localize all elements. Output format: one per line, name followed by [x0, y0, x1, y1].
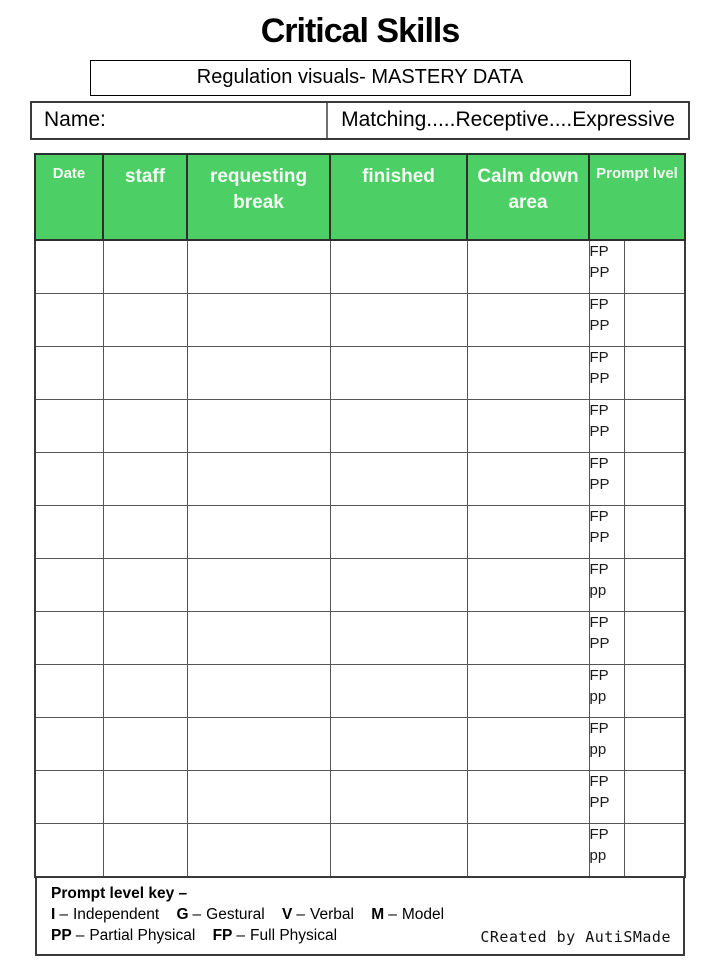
prompt-pp-label: pp	[589, 688, 607, 706]
date-cell	[35, 400, 103, 453]
prompt-pp-label: PP	[589, 423, 610, 441]
prompt-fp-label: FP	[589, 773, 609, 791]
prompt-level-cell	[589, 240, 624, 294]
prompt-pp-label: pp	[589, 847, 607, 865]
prompt-pp-label: pp	[589, 582, 607, 600]
key-item-gestural: G – Gestural	[176, 906, 265, 924]
key-item-model: M – Model	[371, 906, 445, 924]
prompt-fp-label: FP	[589, 296, 609, 314]
table-row	[35, 400, 685, 453]
prompt-pp-label: pp	[589, 741, 607, 759]
calm-down-area-cell	[467, 294, 589, 347]
key-item-full-physical: FP – Full Physical	[212, 927, 338, 945]
calm-down-area-cell	[467, 771, 589, 824]
staff-cell	[103, 771, 187, 824]
name-bar	[30, 101, 690, 140]
prompt-pp-label: PP	[589, 370, 610, 388]
prompt-fp-label: FP	[589, 243, 609, 261]
col-header-requesting-break: requesting break	[187, 154, 330, 240]
staff-cell	[103, 347, 187, 400]
table-row	[35, 612, 685, 665]
requesting-break-cell	[187, 771, 330, 824]
prompt-level-cell	[589, 824, 624, 878]
key-item-independent: I – Independent	[51, 906, 160, 924]
modes-label: Matching.....Receptive....Expressive	[341, 108, 675, 132]
prompt-fp-label: FP	[589, 614, 609, 632]
subtitle-text: Regulation visuals- MASTERY DATA	[196, 66, 524, 89]
prompt-pp-label: PP	[589, 794, 610, 812]
requesting-break-cell	[187, 506, 330, 559]
table-row	[35, 453, 685, 506]
prompt-pp-label: PP	[589, 635, 610, 653]
requesting-break-cell	[187, 240, 330, 294]
col-header-staff: staff	[103, 154, 187, 240]
table-row	[35, 824, 685, 878]
finished-cell	[330, 718, 467, 771]
key-item-partial-physical: PP – Partial Physical	[51, 927, 196, 945]
prompt-fp-label: FP	[589, 402, 609, 420]
date-cell	[35, 612, 103, 665]
prompt-level-blank-cell	[624, 506, 685, 559]
prompt-level-cell	[589, 612, 624, 665]
staff-cell	[103, 400, 187, 453]
prompt-fp-label: FP	[589, 667, 609, 685]
staff-cell	[103, 718, 187, 771]
prompt-level-blank-cell	[624, 347, 685, 400]
date-cell	[35, 240, 103, 294]
subtitle-box	[90, 60, 631, 96]
calm-down-area-cell	[467, 612, 589, 665]
finished-cell	[330, 771, 467, 824]
date-cell	[35, 559, 103, 612]
prompt-level-cell	[589, 506, 624, 559]
calm-down-area-cell	[467, 824, 589, 878]
finished-cell	[330, 506, 467, 559]
date-cell	[35, 718, 103, 771]
name-label: Name:	[44, 108, 106, 132]
prompt-level-cell	[589, 400, 624, 453]
modes-cell	[328, 103, 688, 138]
requesting-break-cell	[187, 718, 330, 771]
prompt-pp-label: PP	[589, 529, 610, 547]
calm-down-area-cell	[467, 400, 589, 453]
prompt-fp-label: FP	[589, 720, 609, 738]
prompt-fp-label: FP	[589, 508, 609, 526]
finished-cell	[330, 400, 467, 453]
prompt-level-cell	[589, 559, 624, 612]
prompt-level-cell	[589, 718, 624, 771]
requesting-break-cell	[187, 347, 330, 400]
staff-cell	[103, 240, 187, 294]
calm-down-area-cell	[467, 718, 589, 771]
table-row	[35, 718, 685, 771]
date-cell	[35, 824, 103, 878]
page-title: Critical Skills	[260, 12, 460, 50]
staff-cell	[103, 294, 187, 347]
staff-cell	[103, 824, 187, 878]
calm-down-area-cell	[467, 665, 589, 718]
prompt-level-blank-cell	[624, 771, 685, 824]
key-heading: Prompt level key –	[51, 885, 188, 903]
staff-cell	[103, 559, 187, 612]
name-field	[32, 103, 328, 138]
col-header-date: Date	[35, 154, 103, 240]
prompt-pp-label: PP	[589, 264, 610, 282]
requesting-break-cell	[187, 824, 330, 878]
table-row	[35, 771, 685, 824]
prompt-level-blank-cell	[624, 453, 685, 506]
prompt-level-cell	[589, 665, 624, 718]
credit-text: CReated by AutiSMade	[480, 928, 671, 947]
staff-cell	[103, 506, 187, 559]
calm-down-area-cell	[467, 347, 589, 400]
prompt-level-cell	[589, 453, 624, 506]
date-cell	[35, 506, 103, 559]
prompt-fp-label: FP	[589, 349, 609, 367]
requesting-break-cell	[187, 559, 330, 612]
prompt-level-blank-cell	[624, 612, 685, 665]
finished-cell	[330, 665, 467, 718]
prompt-level-blank-cell	[624, 718, 685, 771]
table-row	[35, 665, 685, 718]
finished-cell	[330, 559, 467, 612]
mastery-data-table	[34, 153, 686, 878]
col-header-calm-down-area: Calm down area	[467, 154, 589, 240]
staff-cell	[103, 612, 187, 665]
date-cell	[35, 665, 103, 718]
prompt-level-blank-cell	[624, 240, 685, 294]
prompt-pp-label: PP	[589, 476, 610, 494]
finished-cell	[330, 453, 467, 506]
staff-cell	[103, 665, 187, 718]
prompt-fp-label: FP	[589, 826, 609, 844]
prompt-level-blank-cell	[624, 559, 685, 612]
prompt-pp-label: PP	[589, 317, 610, 335]
prompt-level-cell	[589, 771, 624, 824]
date-cell	[35, 453, 103, 506]
table-body	[35, 240, 685, 877]
prompt-fp-label: FP	[589, 561, 609, 579]
requesting-break-cell	[187, 612, 330, 665]
finished-cell	[330, 612, 467, 665]
date-cell	[35, 347, 103, 400]
col-header-prompt-level: Prompt lvel	[589, 154, 685, 240]
col-header-finished: finished	[330, 154, 467, 240]
finished-cell	[330, 294, 467, 347]
prompt-level-blank-cell	[624, 665, 685, 718]
date-cell	[35, 294, 103, 347]
prompt-level-blank-cell	[624, 824, 685, 878]
table-row	[35, 240, 685, 294]
table-row	[35, 294, 685, 347]
requesting-break-cell	[187, 453, 330, 506]
calm-down-area-cell	[467, 506, 589, 559]
key-item-verbal: V – Verbal	[282, 906, 354, 924]
calm-down-area-cell	[467, 240, 589, 294]
prompt-level-blank-cell	[624, 294, 685, 347]
staff-cell	[103, 453, 187, 506]
key-line-1	[51, 906, 669, 924]
header-row	[35, 154, 685, 240]
prompt-key-box	[35, 876, 685, 956]
calm-down-area-cell	[467, 453, 589, 506]
prompt-level-cell	[589, 347, 624, 400]
prompt-level-blank-cell	[624, 400, 685, 453]
requesting-break-cell	[187, 665, 330, 718]
finished-cell	[330, 347, 467, 400]
requesting-break-cell	[187, 294, 330, 347]
table-row	[35, 559, 685, 612]
prompt-fp-label: FP	[589, 455, 609, 473]
finished-cell	[330, 240, 467, 294]
prompt-level-cell	[589, 294, 624, 347]
finished-cell	[330, 824, 467, 878]
date-cell	[35, 771, 103, 824]
table-row	[35, 506, 685, 559]
calm-down-area-cell	[467, 559, 589, 612]
requesting-break-cell	[187, 400, 330, 453]
table-row	[35, 347, 685, 400]
